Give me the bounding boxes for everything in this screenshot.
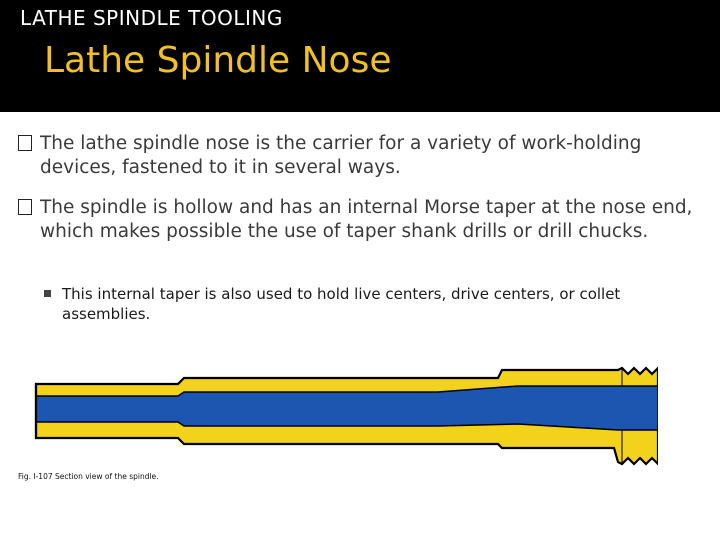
square-bullet-icon <box>44 290 51 297</box>
checkbox-bullet-icon <box>18 135 32 151</box>
bullet-1-text: The lathe spindle nose is the carrier for a variety of work-holding devices, fastened to it in several ways. <box>40 133 642 178</box>
sub-bullet-text: This internal taper is also used to hold live centers, drive centers, or collet assemblies. <box>62 285 621 323</box>
slide-title: Lathe Spindle Nose <box>44 40 392 81</box>
figure-caption: Fig. I-107 Section view of the spindle. <box>18 472 159 481</box>
bullet-2-text: The spindle is hollow and has an internal Morse taper at the nose end, which makes possible the use of taper shank drills or drill chucks. <box>40 197 693 242</box>
slide-header <box>0 0 720 112</box>
spindle-section-diagram <box>18 356 658 472</box>
checkbox-bullet-icon <box>18 199 32 215</box>
section-kicker: LATHE SPINDLE TOOLING <box>20 6 283 30</box>
